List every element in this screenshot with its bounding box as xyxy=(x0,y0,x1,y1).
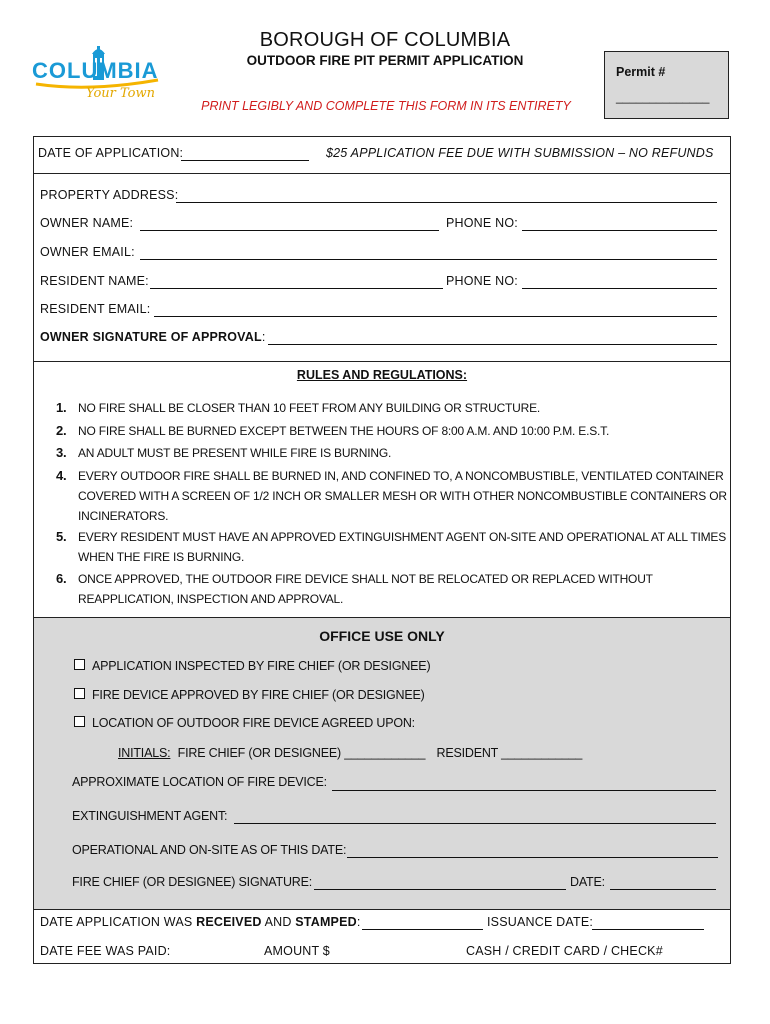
location-field[interactable] xyxy=(332,790,716,791)
location-label: APPROXIMATE LOCATION OF FIRE DEVICE: xyxy=(72,775,327,789)
application-divider xyxy=(33,173,731,174)
checkbox-label-approved: FIRE DEVICE APPROVED BY FIRE CHIEF (OR DESIGNEE) xyxy=(92,688,425,702)
initials-chief[interactable]: FIRE CHIEF (OR DESIGNEE) ____________ xyxy=(177,746,426,760)
issuance-date-field[interactable] xyxy=(592,929,704,930)
owner-email-field[interactable] xyxy=(140,259,717,260)
payment-method-label: CASH / CREDIT CARD / CHECK# xyxy=(466,944,663,958)
logo-wordmark: COLUMBIA xyxy=(32,58,159,83)
rule-number: 3. xyxy=(56,445,67,460)
resident-phone-field[interactable] xyxy=(522,288,717,289)
initials-label: INITIALS: xyxy=(118,746,171,760)
rule-text: ONCE APPROVED, THE OUTDOOR FIRE DEVICE SHALL NOT BE RELOCATED OR REPLACED WITHOUT REAPPLICATION, INSPECTION AND APPROVAL. xyxy=(78,572,653,606)
initials-row xyxy=(118,746,582,760)
office-use-heading: OFFICE USE ONLY xyxy=(319,628,445,644)
received-bold: RECEIVED xyxy=(196,915,262,929)
amount-label: AMOUNT $ xyxy=(264,944,330,958)
checkbox-location[interactable] xyxy=(74,716,85,727)
form-subtitle: OUTDOOR FIRE PIT PERMIT APPLICATION xyxy=(246,53,524,68)
resident-email-field[interactable] xyxy=(154,316,717,317)
rule-number: 5. xyxy=(56,529,67,544)
date-of-application-label: DATE OF APPLICATION: xyxy=(38,146,184,160)
owner-phone-field[interactable] xyxy=(522,230,717,231)
chief-signature-label: FIRE CHIEF (OR DESIGNEE) SIGNATURE: xyxy=(72,875,313,889)
rule-text: EVERY RESIDENT MUST HAVE AN APPROVED EXTINGUISHMENT AGENT ON-SITE AND OPERATIONAL AT ALL TIMES WHEN THE FIRE IS BURNING. xyxy=(78,530,727,564)
rule-text: NO FIRE SHALL BE BURNED EXCEPT BETWEEN THE HOURS OF 8:00 A.M. AND 10:00 P.M. E.S.T. xyxy=(78,424,610,438)
property-address-label: PROPERTY ADDRESS: xyxy=(40,188,179,202)
permit-number-box xyxy=(604,51,729,119)
issuance-date-label: ISSUANCE DATE: xyxy=(487,915,594,929)
owner-email-label: OWNER EMAIL: xyxy=(40,245,135,259)
received-mid: AND xyxy=(261,915,296,929)
chief-signature-field[interactable] xyxy=(314,889,566,890)
rule-number: 4. xyxy=(56,468,67,483)
chief-date-label: DATE: xyxy=(570,875,605,889)
fee-paid-label: DATE FEE WAS PAID: xyxy=(40,944,171,958)
resident-name-label: RESIDENT NAME: xyxy=(40,274,149,288)
rule-number: 2. xyxy=(56,423,67,438)
owner-name-field[interactable] xyxy=(140,230,439,231)
rule-text: AN ADULT MUST BE PRESENT WHILE FIRE IS BURNING. xyxy=(78,446,392,460)
resident-phone-label: PHONE NO: xyxy=(446,274,518,288)
received-pre: DATE APPLICATION WAS xyxy=(40,915,197,929)
logo-tagline: Your Town xyxy=(86,86,155,101)
received-post: : xyxy=(356,915,361,929)
resident-name-field[interactable] xyxy=(150,288,443,289)
owner-signature-colon: : xyxy=(261,330,266,344)
stamped-bold: STAMPED xyxy=(295,915,357,929)
received-label xyxy=(40,915,361,929)
form-instruction: PRINT LEGIBLY AND COMPLETE THIS FORM IN ITS ENTIRETY xyxy=(201,99,571,113)
owner-signature-field[interactable] xyxy=(268,344,717,345)
application-section xyxy=(33,136,731,362)
rule-number: 6. xyxy=(56,571,67,586)
rule-number: 1. xyxy=(56,400,67,415)
owner-signature-label xyxy=(40,330,266,344)
permit-label: Permit # xyxy=(616,65,666,79)
initials-resident[interactable]: RESIDENT ____________ xyxy=(436,746,583,760)
rule-text: NO FIRE SHALL BE CLOSER THAN 10 FEET FROM ANY BUILDING OR STRUCTURE. xyxy=(78,401,541,415)
owner-name-label: OWNER NAME: xyxy=(40,216,134,230)
resident-email-label: RESIDENT EMAIL: xyxy=(40,302,151,316)
rules-heading: RULES AND REGULATIONS: xyxy=(296,368,468,382)
operational-label: OPERATIONAL AND ON-SITE AS OF THIS DATE: xyxy=(72,843,347,857)
checkbox-row-approved[interactable] xyxy=(74,688,425,702)
agent-label: EXTINGUISHMENT AGENT: xyxy=(72,809,228,823)
date-of-application-field[interactable] xyxy=(181,160,309,161)
property-address-field[interactable] xyxy=(176,202,717,203)
columbia-logo xyxy=(30,40,162,108)
permit-number-blank[interactable]: ______________ xyxy=(616,90,710,104)
owner-signature-label-text: OWNER SIGNATURE OF APPROVAL xyxy=(40,330,262,344)
checkbox-row-inspected[interactable] xyxy=(74,659,430,673)
checkbox-row-location[interactable] xyxy=(74,716,415,730)
received-field[interactable] xyxy=(362,929,483,930)
checkbox-inspected[interactable] xyxy=(74,659,85,670)
operational-field[interactable] xyxy=(347,857,718,858)
fee-note: $25 APPLICATION FEE DUE WITH SUBMISSION – NO REFUNDS xyxy=(326,146,714,160)
chief-date-field[interactable] xyxy=(610,889,716,890)
checkbox-approved[interactable] xyxy=(74,688,85,699)
owner-phone-label: PHONE NO: xyxy=(446,216,518,230)
form-title: BOROUGH OF COLUMBIA xyxy=(259,29,511,51)
rule-text: EVERY OUTDOOR FIRE SHALL BE BURNED IN, AND CONFINED TO, A NONCOMBUSTIBLE, VENTILATED CONTAINER COVERED WITH A SCREEN OF 1/2 INCH OR SMALLER MESH OR WITH OTHER NONCOMBUSTIBLE CONTAINERS OR INCINERATORS. xyxy=(78,469,727,523)
checkbox-label-inspected: APPLICATION INSPECTED BY FIRE CHIEF (OR DESIGNEE) xyxy=(92,659,431,673)
checkbox-label-location: LOCATION OF OUTDOOR FIRE DEVICE AGREED UPON: xyxy=(92,716,415,730)
agent-field[interactable] xyxy=(234,823,716,824)
